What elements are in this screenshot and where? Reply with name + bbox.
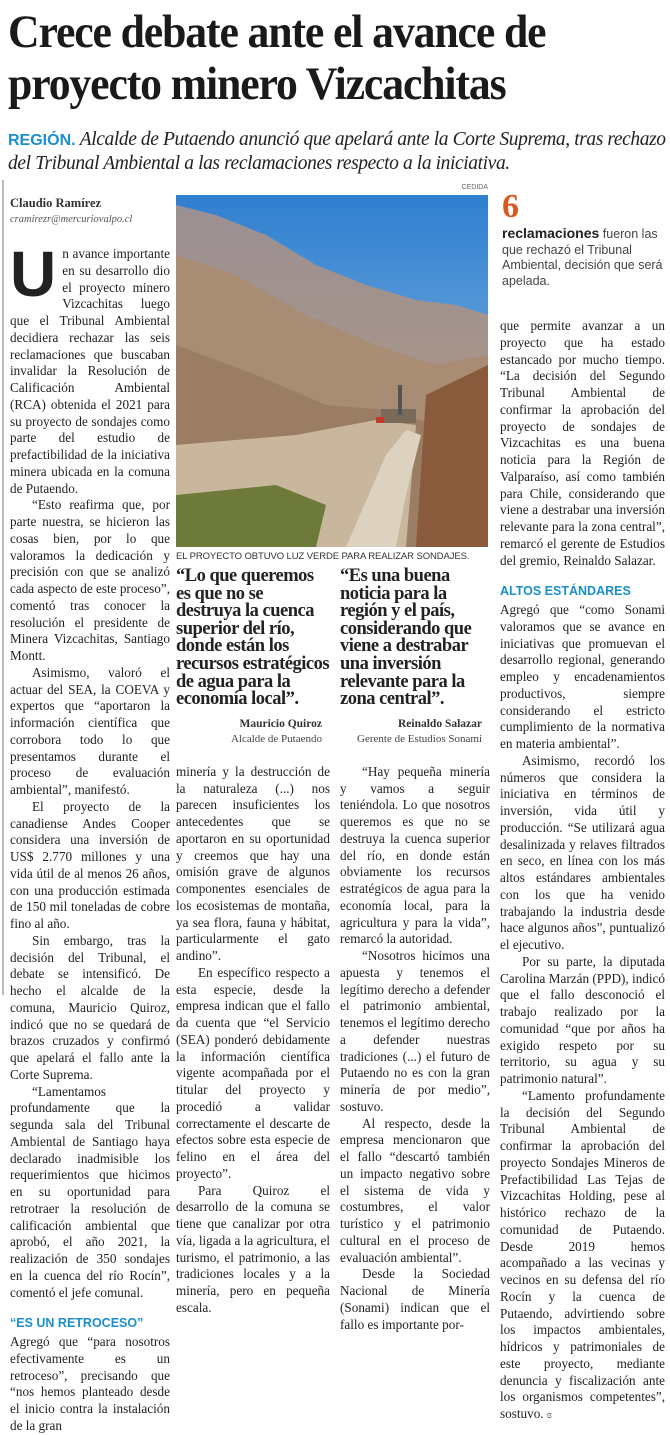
section-kicker: REGIÓN. [8, 132, 76, 149]
pull-quote: “Es una buena noticia para la región y el país, considerando que viene a destrabar una inversión relevante para la zona central”. [340, 566, 472, 710]
quote-author-name: Mauricio Quiroz [239, 717, 322, 730]
paragraph: En específico respecto a esta especie, desde la empresa indican que el fallo da cuenta que “el Servicio (SEA) ponderó debidamente la información científica vigente acompañada por el titular del proyecto y procedió a validar correctamente el descarte de efectos sobre esta especie de felino en el área del proyecto”. [176, 964, 330, 1181]
mountain-photo [176, 195, 488, 547]
drop-cap: U [10, 238, 57, 310]
paragraph: que permite avanzar a un proyecto que ha estado estancado por mucho tiempo. “La decisión del Segundo Tribunal Ambiental de confirmar la aprobación del proyecto de sondajes de Vizcachitas es una buena noticia para la Región de Valparaíso, así como también para Chile, considerando que viene a destrabar una inversión relevante para la zona central”, remarcó el gerente de Estudios del gremio, Reinaldo Salazar. [500, 318, 665, 568]
paragraph: Agregó que “como Sonami valoramos que se avance en iniciativas que promuevan el desarrollo regional, generando empleo y encadenamientos productivos, siempre considerando el estricto cumplimiento de la normativa en materia ambiental”. [500, 602, 665, 751]
quote-author-role: Alcalde de Putaendo [230, 732, 322, 745]
subheading: “ES UN RETROCESO” [10, 1316, 144, 1331]
fact-text: fueron las que rechazó el Tribunal Ambiental, decisión que será apelada. [502, 227, 663, 288]
quote-author-role: Gerente de Estudios Sonami [357, 732, 482, 745]
column-3-stack [340, 568, 490, 1333]
paragraph: Agregó que “para nosotros efectivamente es un retroceso”, precisando que “nos hemos planteado desde el inicio contra la instalación de la gran [10, 1334, 170, 1433]
deck [8, 128, 668, 175]
paragraph: Asimismo, valoró el actuar del SEA, la COEVA y expertos que “aportaron la información científica que corrobora todo lo que presentamos durante el proceso de evaluación ambiental”, manifestó. [10, 664, 170, 797]
author-name: Claudio Ramírez [10, 196, 102, 210]
body-column-3 [340, 764, 490, 1334]
paragraph: “Nosotros hicimos una apuesta y tenemos el legítimo derecho a defender el patrimonio ambiental, tenemos el legítimo derecho a defender nuestras tradiciones (...) el futuro de Putaendo no es con la gran minería de por medio”, sostuvo. [340, 948, 490, 1114]
body-column-4 [500, 318, 665, 1424]
end-mark-icon: ɞ [546, 1409, 552, 1421]
paragraph: “Lamentamos profundamente que la segunda sala del Tribunal Ambiental de Santiago haya declarado inadmisible los requerimientos que hicimos en su oportunidad para retrotraer la resolución de calificación ambiental que aprobó, el año 2021, la realización de 350 sondajes en la cuenca del río Rocín”, comentó el jefe comunal. [10, 1083, 170, 1300]
author-email[interactable]: cramirezr@mercuriovalpo.cl [10, 214, 133, 225]
column-2-stack [176, 568, 330, 1317]
subheading: ALTOS ESTÁNDARES [500, 584, 631, 599]
headline [8, 6, 622, 110]
paragraph: Para Quiroz el desarrollo de la comuna se tiene que canalizar por otra vía, ligada a la agricultura, el turismo, el patrimonio, a las tradiciones locales y a la minería, pero en pequeña escala. [176, 1182, 330, 1315]
deck-text: Alcalde de Putaendo anunció que apelará ante la Corte Suprema, tras rechazo del Tribunal Ambiental a las reclamaciones respecto a la iniciativa. [8, 129, 666, 174]
body-column-2 [176, 764, 330, 1317]
paragraph: Al respecto, desde la empresa mencionaron que el fallo “descartó también un impacto negativo sobre el sistema de vida y costumbres, el valor turístico y el patrimonio cultural en el proceso de evaluación ambiental”. [340, 1115, 490, 1265]
paragraph: minería y la destrucción de la naturaleza (...) nos parecen insuficientes los antecedentes que se aportaron en su oportunidad y creemos que hay una omisión grave de algunos componentes esenciales de los ecosistemas de montaña, ya sea flora, fauna y hábitat, particularmente el gato andino”. [176, 763, 330, 963]
paragraph: “Esto reafirma que, por parte nuestra, se hicieron las cosas bien, por lo que valoramos la dedicación y precisión con que se analizó cada aspecto de este proceso”, comentó tras conocer la resolución el presidente de Minera Vizcachitas, Santiago Montt. [10, 497, 170, 663]
photo-caption: EL PROYECTO OBTUVO LUZ VERDE PARA REALIZAR SONDAJES. [176, 551, 470, 562]
paragraph: Sin embargo, tras la decisión del Tribunal, el debate se intensificó. De hecho el alcalde de la comuna, Mauricio Quiroz, indicó que no se quedará de brazos cruzados y confirmó que apelará el fallo ante la Corte Suprema. [10, 932, 170, 1082]
headline-line-2: proyecto minero Vizcachitas [8, 58, 506, 110]
column-rule [2, 180, 4, 995]
paragraph: Por su parte, la diputada Carolina Marzán (PPD), indicó que el fallo desconoció el trabajo realizado por la comunidad “que por años ha exigido respeto por su territorio, su agua y su patrimonio natural”. [500, 953, 665, 1086]
paragraph: “Lamento profundamente la decisión del Segundo Tribunal Ambiental de confirmar la aprobación del proyecto Sondajes Mineros de Prefactibilidad Las Tejas de Vizcachitas Holding, pese al histórico rechazo de la comunidad de Putaendo. Desde 2019 hemos acompañado a las vecinas y vecinos en su defensa del río Rocín y la cuenca de Putaendo, advirtiendo sobre los impactos ambientales, hídricos y patrimoniales de este proyecto, mediante denuncia y fiscalización ante los organismos competentes”, sostuvo. ɞ [500, 1087, 665, 1421]
pull-quote: “Lo que queremos es que no se destruya la cuenca superior del río, donde están los recursos estratégicos de agua para la economía local”. [176, 566, 330, 710]
paragraph: Asimismo, recordó los números que considera la iniciativa en términos de inversión, vida útil y producción. “Se utilizará agua desalinizada y relaves filtrados en seco, en línea con los más altos estándares ambientales con los que ha venido trabajando la industria desde hace algunos años”, puntualizó el ejecutivo. [500, 752, 665, 952]
headline-line-1: Crece debate ante el avance de [8, 6, 546, 58]
fact-box [502, 226, 665, 289]
fact-label: reclamaciones [502, 225, 600, 241]
photo-credit: CEDIDA [461, 184, 488, 191]
quote-author-name: Reinaldo Salazar [397, 717, 482, 730]
paragraph: Desde la Sociedad Nacional de Minería (Sonami) indican que el fallo es importante por- [340, 1266, 490, 1332]
body-column-1 [10, 238, 170, 1435]
paragraph: Un avance importante en su desarrollo dio el proyecto minero Vizcachitas luego que el Tribunal Ambiental decidiera rechazar las seis reclamaciones que buscaban invalidar la Resolución de Calificación Ambiental (RCA) obtenida el 2021 para su proyecto de sondajes como parte del estudio de prefactibilidad de la iniciativa minera ubicada en la comuna de Putaendo. [10, 238, 170, 496]
paragraph: “Hay pequeña minería y vamos a seguir teniéndola. Lo que nosotros queremos es que no se destruya la cuenca superior del río, en donde están obviamente los recursos estratégicos de agua para la economía local, para la agricultura y para la vida”, remarcó la autoridad. [340, 763, 490, 947]
fact-number: 6 [502, 188, 519, 225]
paragraph: El proyecto de la canadiense Andes Cooper considera una inversión de US$ 2.770 millones y una vida útil de al menos 26 años, con una producción estimada de 150 mil toneladas de cobre fino al año. [10, 798, 170, 931]
